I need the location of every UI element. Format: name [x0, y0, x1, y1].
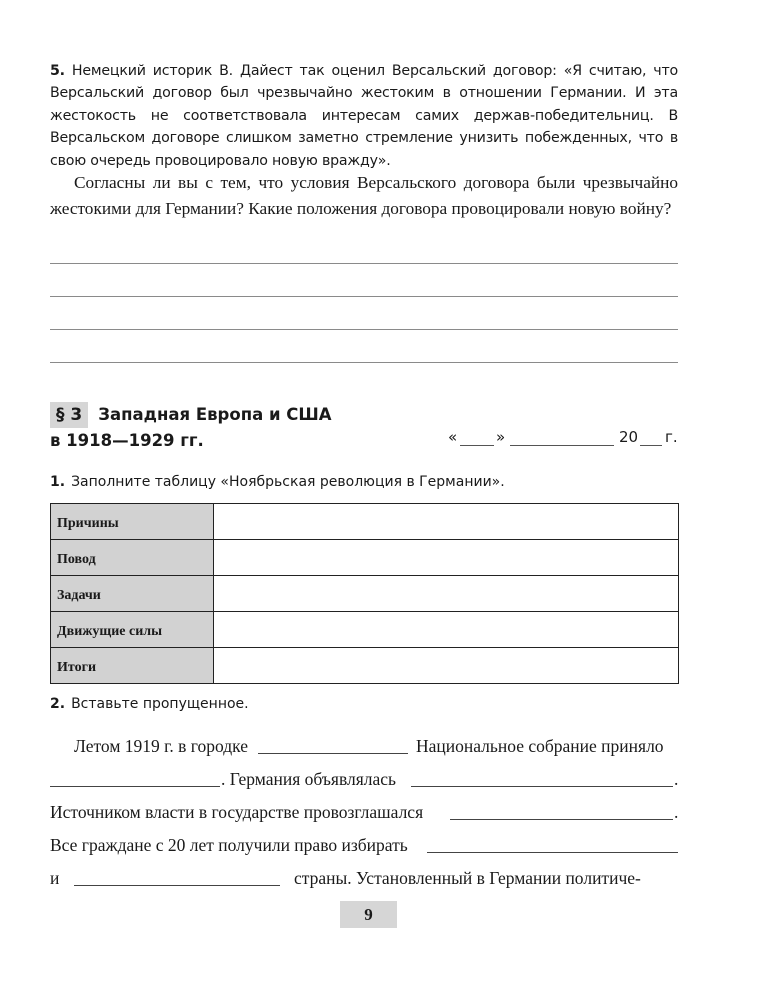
task-2-line-3-period: . [674, 802, 679, 822]
table-row [51, 540, 679, 576]
task-5-number: 5. [50, 63, 65, 79]
blank-town[interactable] [258, 753, 408, 754]
date-year-prefix: 20 [619, 428, 639, 446]
task-1-label [50, 472, 505, 492]
section-number-badge: § 3 [50, 402, 88, 428]
task-5-text [50, 60, 678, 172]
row-header-causes: Причины [51, 504, 214, 540]
blank-elected[interactable] [74, 885, 280, 886]
row-header-tasks: Задачи [51, 576, 214, 612]
date-field [448, 426, 678, 448]
task-2-line-1-start: Летом 1919 г. в городке [74, 736, 248, 756]
date-day-blank[interactable] [460, 445, 494, 446]
section-title-line-1: Западная Европа и США [98, 405, 332, 424]
task-5-quote: Немецкий историк В. Дайест так оценил Версальский договор: «Я считаю, что Версальский договор был чрезвычайно жестоким в отношении Германии. И эта жестокость не соответствовала интересам самих держав-победительниц. В Версальском договоре слишком заметно стремление унизить побежденных, что в свою очередь провоцировало новую вражду». [50, 63, 679, 169]
task-1-number: 1. [50, 474, 66, 490]
task-2-line-5-start: и [50, 868, 60, 888]
blank-constitution[interactable] [50, 786, 220, 787]
answer-line-1[interactable] [50, 263, 678, 264]
row-header-pretext: Повод [51, 540, 214, 576]
page-number: 9 [340, 901, 397, 928]
task-2-text: Вставьте пропущенное. [71, 696, 249, 712]
task-2-line-2-period: . [674, 769, 679, 789]
section-heading [50, 402, 332, 454]
blank-source-of-power[interactable] [450, 819, 673, 820]
table-row [51, 576, 679, 612]
answer-line-4[interactable] [50, 362, 678, 363]
date-year-suffix: г. [665, 428, 678, 446]
cell-pretext[interactable] [214, 540, 679, 576]
section-title-line-2: в 1918—1929 гг. [50, 431, 204, 450]
cell-tasks[interactable] [214, 576, 679, 612]
task-2-line-5-end: страны. Установленный в Германии политиче- [294, 868, 641, 888]
blank-state-form[interactable] [411, 786, 673, 787]
task-2-label [50, 694, 249, 714]
date-close-quote: » [496, 428, 506, 446]
task-2-line-3-text: Источником власти в государстве провозглашался [50, 802, 424, 822]
row-header-results: Итоги [51, 648, 214, 684]
blank-elect[interactable] [427, 852, 678, 853]
task-2-line-2-text: . Германия объявлялась [221, 769, 397, 789]
task-5-question: Согласны ли вы с тем, что условия Версальского договора были чрезвычайно жестокими для Германии? Какие положения договора провоцировали новую войну? [50, 173, 678, 218]
table-row [51, 504, 679, 540]
date-open-quote: « [448, 428, 458, 446]
cell-causes[interactable] [214, 504, 679, 540]
cell-driving-forces[interactable] [214, 612, 679, 648]
revolution-table [50, 503, 679, 684]
answer-line-3[interactable] [50, 329, 678, 330]
date-year-blank[interactable] [640, 445, 662, 446]
answer-line-2[interactable] [50, 296, 678, 297]
table-row [51, 612, 679, 648]
task-1-text: Заполните таблицу «Ноябрьская революция в Германии». [71, 474, 505, 490]
table-row [51, 648, 679, 684]
cell-results[interactable] [214, 648, 679, 684]
date-month-blank[interactable] [510, 445, 614, 446]
row-header-driving-forces: Движущие силы [51, 612, 214, 648]
task-2-number: 2. [50, 696, 66, 712]
task-2-line-4-text: Все граждане с 20 лет получили право избирать [50, 835, 408, 855]
task-2-line-1-end: Национальное собрание приняло [416, 736, 664, 756]
